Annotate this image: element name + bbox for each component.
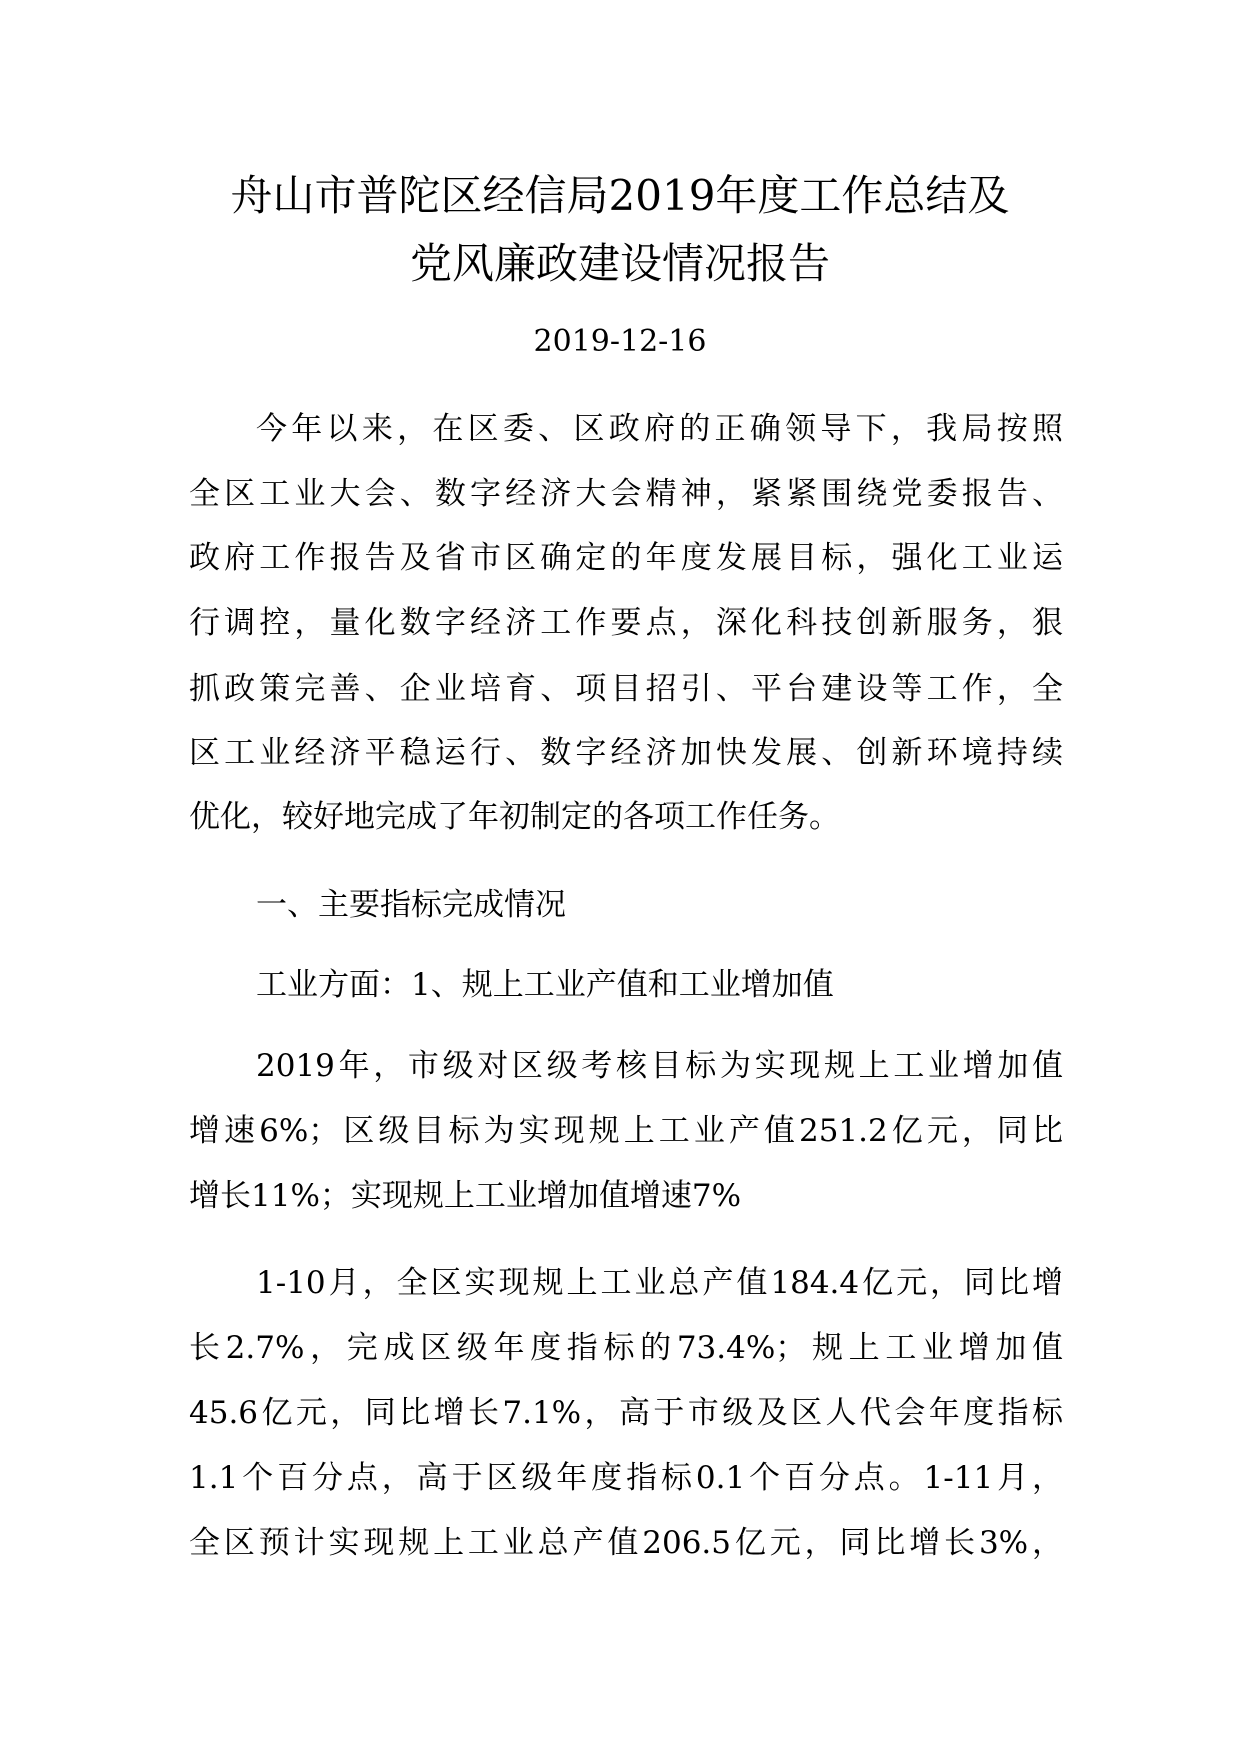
document-title-line-1: 舟山市普陀区经信局2019年度工作总结及 [230, 171, 1010, 220]
paragraph-1-line-4: 行调控，量化数字经济工作要点，深化科技创新服务，狠 [189, 605, 1063, 641]
subheading-industry-1: 工业方面：1、规上工业产值和工业增加值 [256, 967, 834, 1003]
document-title-line-2: 党风廉政建设情况报告 [409, 239, 830, 288]
document-date: 2019-12-16 [533, 324, 707, 359]
paragraph-3-line-3: 45.6亿元，同比增长7.1%，高于市级及区人代会年度指标 [189, 1395, 1063, 1431]
paragraph-1-line-1: 今年以来，在区委、区政府的正确领导下，我局按照 [256, 411, 1063, 447]
paragraph-3-line-4: 1.1个百分点，高于区级年度指标0.1个百分点。1-11月， [189, 1460, 1063, 1496]
paragraph-2-line-2: 增速6%；区级目标为实现规上工业产值251.2亿元，同比 [189, 1113, 1063, 1149]
paragraph-1-line-6: 区工业经济平稳运行、数字经济加快发展、创新环境持续 [189, 735, 1063, 771]
paragraph-1-line-3: 政府工作报告及省市区确定的年度发展目标，强化工业运 [189, 540, 1063, 576]
paragraph-1-line-7: 优化，较好地完成了年初制定的各项工作任务。 [189, 799, 840, 835]
paragraph-1-line-2: 全区工业大会、数字经济大会精神，紧紧围绕党委报告、 [189, 476, 1063, 512]
paragraph-3-line-1: 1-10月，全区实现规上工业总产值184.4亿元，同比增 [256, 1265, 1063, 1301]
paragraph-2-line-3: 增长11%；实现规上工业增加值增速7% [189, 1178, 742, 1214]
paragraph-1-line-5: 抓政策完善、企业培育、项目招引、平台建设等工作，全 [189, 671, 1063, 707]
section-heading-1: 一、主要指标完成情况 [256, 887, 566, 923]
paragraph-2-line-1: 2019年，市级对区级考核目标为实现规上工业增加值 [256, 1048, 1063, 1084]
paragraph-3-line-5: 全区预计实现规上工业总产值206.5亿元，同比增长3%， [189, 1525, 1063, 1561]
paragraph-3-line-2: 长2.7%，完成区级年度指标的73.4%；规上工业增加值 [189, 1330, 1063, 1366]
